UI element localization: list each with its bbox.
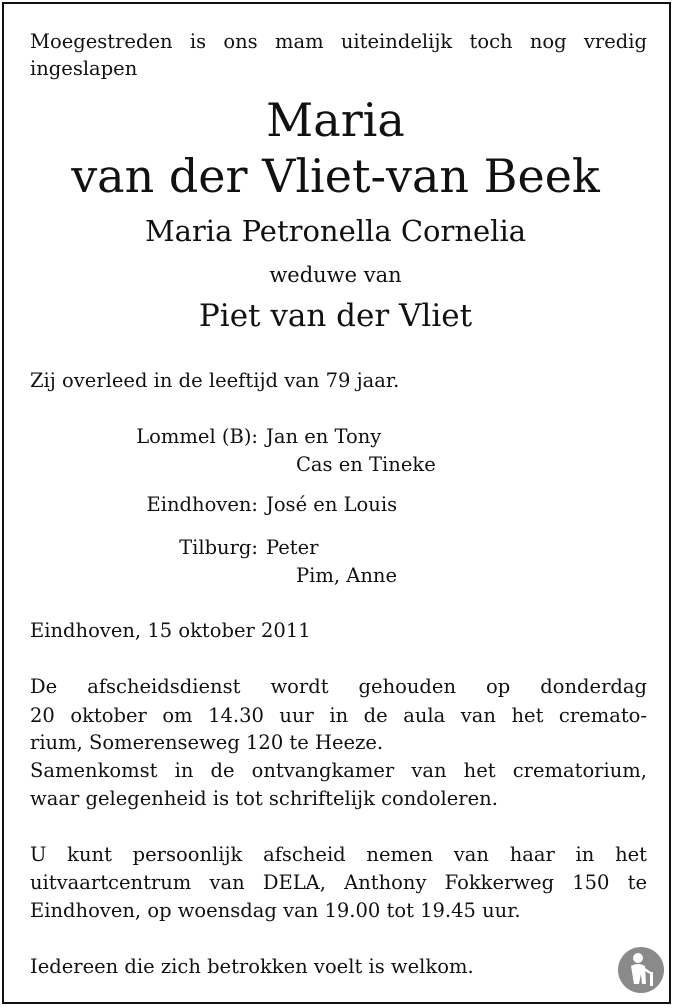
first-name: Maria <box>266 93 405 147</box>
service-line-2: 20 oktober om 14.30 uur in de aula van het cremato- <box>30 704 647 727</box>
age-line: Zij overleed in de leeftijd van 79 jaar. <box>30 369 400 392</box>
family-names-tilburg-2: Pim, Anne <box>296 564 397 587</box>
memorial-figure-icon <box>617 946 665 994</box>
service-line-4: Samenkomst in de ontvangkamer van het crematorium, <box>30 759 647 782</box>
widow-of-label: weduwe van <box>269 263 402 287</box>
visit-line-3: Eindhoven, op woensdag van 19.00 tot 19.45 uur. <box>30 899 521 922</box>
family-names-tilburg-1: Peter <box>266 536 319 559</box>
visit-line-1: U kunt persoonlijk afscheid nemen van haar in het <box>30 843 647 866</box>
family-place-eindhoven: Eindhoven: <box>146 493 258 516</box>
intro-line-2: ingeslapen <box>30 57 138 80</box>
service-line-3: rium, Somerenseweg 120 te Heeze. <box>30 731 384 754</box>
place-date: Eindhoven, 15 oktober 2011 <box>30 619 311 642</box>
closing-line: Iedereen die zich betrokken voelt is welkom. <box>30 955 474 978</box>
service-line-5: waar gelegenheid is tot schriftelijk condoleren. <box>30 787 498 810</box>
intro-line-1: Moegestreden is ons mam uiteindelijk toch nog vredig <box>30 30 647 53</box>
family-place-lommel: Lommel (B): <box>136 425 258 448</box>
service-line-1: De afscheidsdienst wordt gehouden op donderdag <box>30 675 647 698</box>
visit-line-2: uitvaartcentrum van DELA, Anthony Fokkerweg 150 te <box>30 871 647 894</box>
given-names: Maria Petronella Cornelia <box>144 214 527 248</box>
family-names-lommel-1: Jan en Tony <box>266 425 382 448</box>
family-names-eindhoven: José en Louis <box>266 493 398 516</box>
full-name: van der Vliet-van Beek <box>71 149 600 203</box>
spouse-name: Piet van der Vliet <box>198 298 473 334</box>
family-place-tilburg: Tilburg: <box>179 536 258 559</box>
family-names-lommel-2: Cas en Tineke <box>296 453 436 476</box>
